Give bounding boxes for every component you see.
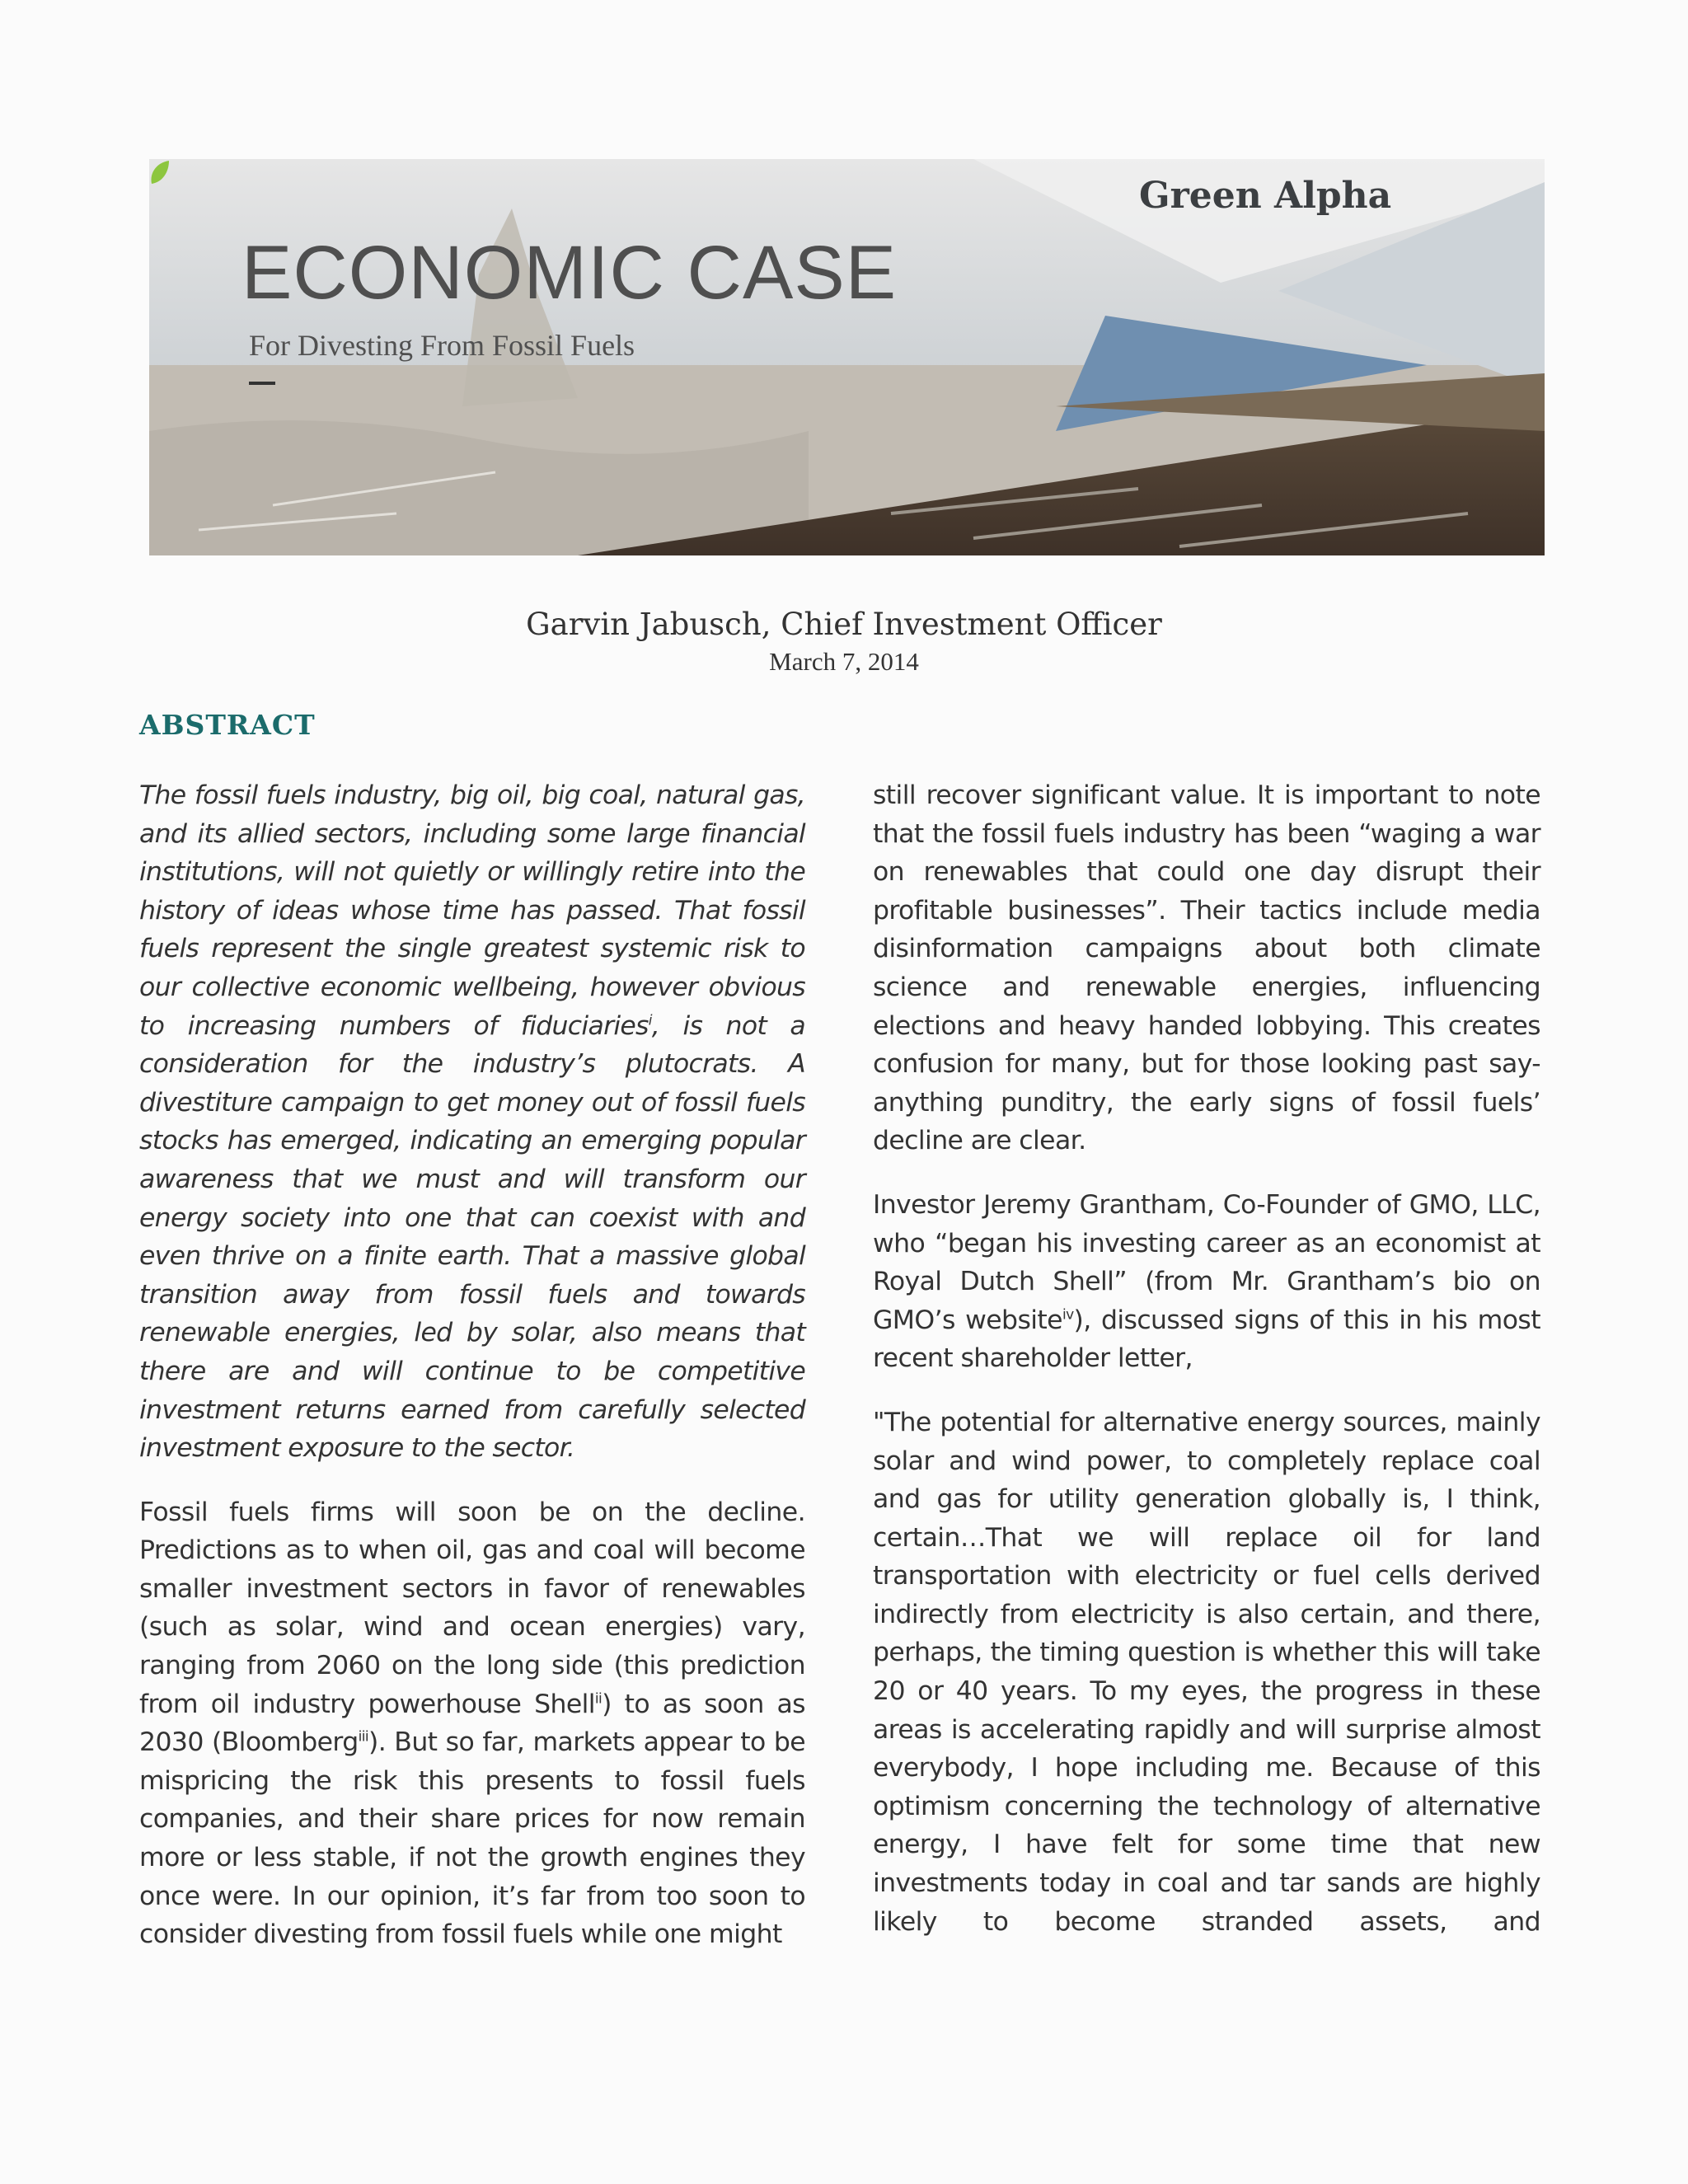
abstract-paragraph: The fossil fuels industry, big oil, big coal, natural gas, and its allied sectors, including some large financial institutions, will not quietly or willingly retire into the history of ideas whose time has passed. That fossil fuels represent the single greatest systemic risk to our collective economic wellbeing, however obvious to increasing numbers of fiduciaries$^i$, is not a consideration for the industry’s plutocrats. A divestiture campaign to get money out of fossil fuels stocks has emerged, indicating an emerging popular awareness that we must and will transform our energy society into one that can coexist with and even thrive on a finite earth. That a massive global transition away from fossil fuels and towards renewable energies, led by solar, also means that there are and will continue to be competitive investment returns earned from carefully selected investment exposure to the sector. — [139, 780, 805, 1464]
quote-paragraph: "The potential for alternative energy sources, mainly solar and wind power, to completely replace coal and gas for utility generation globally is, I think, certain…That we will replace oil for land transportation with electricity or fuel cells derived indirectly from electricity is also certain, and there, perhaps, the timing question is whether this will take 20 or 40 years. To my eyes, the progress in these areas is accelerating rapidly and will surprise almost everybody, I hope including me. Because of this optimism concerning the technology of alternative energy, I have felt for some time that new investments today in coal and tar sands are highly likely to become stranded assets, and — [873, 1407, 1540, 1937]
publication-date: March 7, 2014 — [769, 647, 919, 676]
footnote-ref[interactable]: iv — [1062, 1306, 1074, 1324]
right-column — [873, 776, 1540, 1966]
body-paragraph: Fossil fuels firms will soon be on the decline. Predictions as to when oil, gas and coal will become smaller investment sectors in favor of renewables (such as solar, wind and ocean energies) vary, ranging from 2060 on the long side (this prediction from oil industry powerhouse Shell$^{ii}$) to as soon as 2030 (Bloomberg$^{iii}$). But so far, markets appear to be mispricing the risk this presents to fossil fuels companies, and their share prices for now remain more or less stable, if not the growth engines they once were. In our opinion, it’s far from too soon to consider divesting from fossil fuels while one might — [139, 1497, 806, 1950]
company-logo: Green Alpha — [1139, 175, 1392, 217]
footnote-ref[interactable]: iii — [358, 1728, 368, 1746]
footnote-ref[interactable]: ii — [594, 1690, 603, 1708]
body-paragraph: Investor Jeremy Grantham, Co-Founder of GMO, LLC, who “began his investing career as an economist at Royal Dutch Shell” (from Mr. Grantham’s bio on GMO’s website$^{iv}$), discussed signs of this in his most recent shareholder letter, — [873, 1189, 1540, 1374]
body-paragraph: still recover significant value. It is important to note that the fossil fuels industry has been “waging a war on renewables that could one day disrupt their profitable businesses”. Their tactics include media disinformation campaigns about both climate science and renewable energies, influencing elections and heavy handed lobbying. This creates confusion for many, but for those looking past say-anything punditry, the early signs of fossil fuels’ decline are clear. — [873, 780, 1540, 1156]
banner-divider — [249, 382, 275, 385]
banner-title: ECONOMIC CASE — [241, 231, 898, 315]
footnote-ref[interactable]: i — [648, 1012, 652, 1029]
banner-subtitle: For Divesting From Fossil Fuels — [249, 329, 635, 362]
leaf-icon — [149, 159, 171, 185]
abstract-heading: ABSTRACT — [139, 709, 316, 741]
author-byline: Garvin Jabusch, Chief Investment Officer — [526, 607, 1162, 642]
left-column — [139, 776, 805, 1980]
header-banner — [149, 159, 1545, 555]
